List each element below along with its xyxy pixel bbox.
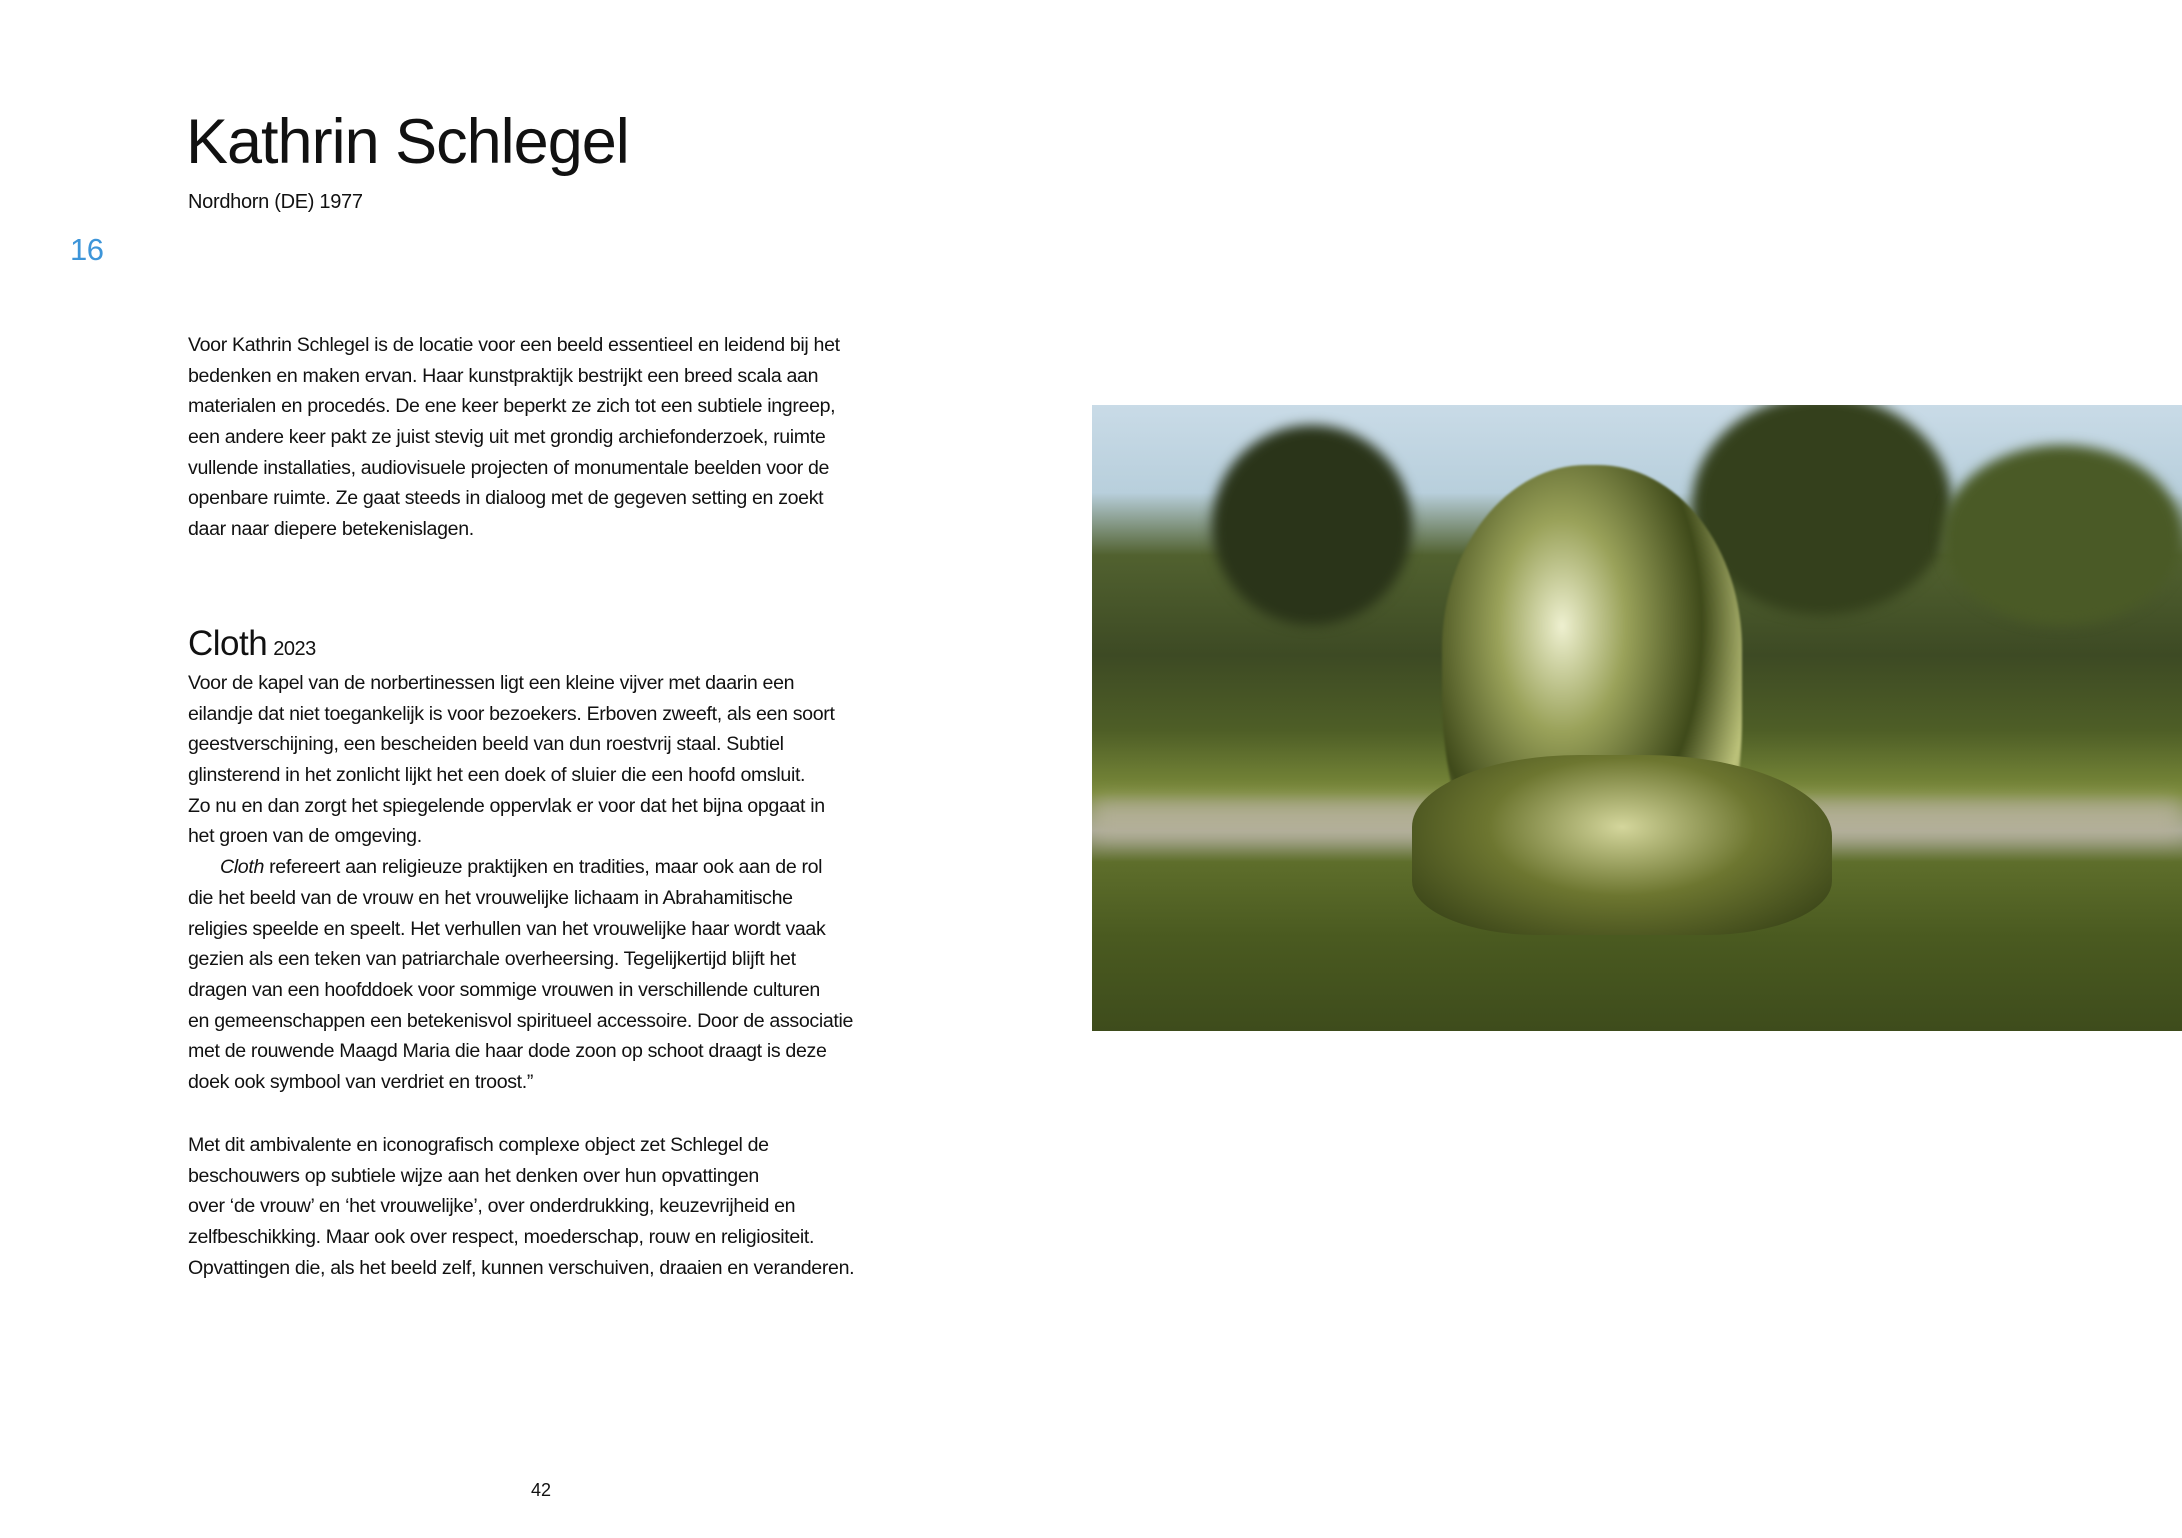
intro-paragraph <box>188 330 840 545</box>
sculpture-drape <box>1412 755 1832 935</box>
text-line: dragen van een hoofddoek voor sommige vrouwen in verschillende culturen <box>188 978 820 1001</box>
work-heading <box>188 624 316 664</box>
text-line: Voor Kathrin Schlegel is de locatie voor een beeld essentieel en leidend bij het <box>188 334 840 356</box>
work-description <box>188 668 853 1098</box>
text-line: glinsterend in het zonlicht lijkt het een doek of sluier die een hoofd omsluit. <box>188 764 806 787</box>
chapter-number: 16 <box>70 232 104 267</box>
text-line: materialen en procedés. De ene keer beperkt ze zich tot een subtiele ingreep, <box>188 395 836 418</box>
closing-paragraph <box>188 1130 854 1283</box>
text-line: vullende installaties, audiovisuele projecten of monumentale beelden voor de <box>188 456 830 479</box>
artist-name: Kathrin Schlegel <box>186 107 629 177</box>
artist-origin: Nordhorn (DE) 1977 <box>188 191 363 213</box>
text-line: zelfbeschikking. Maar ook over respect, moederschap, rouw en religiositeit. <box>188 1226 815 1249</box>
text-line: beschouwers op subtiele wijze aan het denken over hun opvattingen <box>188 1164 759 1187</box>
text-line: bedenken en maken ervan. Haar kunstpraktijk bestrijkt een breed scala aan <box>188 364 819 387</box>
page-number: 42 <box>531 1480 552 1500</box>
text-line: eilandje dat niet toegankelijk is voor bezoekers. Erboven zweeft, als een soort <box>188 702 835 725</box>
text-line: met de rouwende Maagd Maria die haar dode zoon op schoot draagt is deze <box>188 1040 827 1063</box>
text-line: religies speelde en speelt. Het verhullen van het vrouwelijke haar wordt vaak <box>188 917 826 940</box>
text-line: die het beeld van de vrouw en het vrouwelijke lichaam in Abrahamitische <box>188 886 793 909</box>
text-line: een andere keer pakt ze juist stevig uit met grondig archiefonderzoek, ruimte <box>188 426 826 449</box>
work-title-italic: Cloth <box>220 856 264 879</box>
text-span: refereert aan religieuze praktijken en tradities, maar ook aan de rol <box>264 856 823 879</box>
text-line: en gemeenschappen een betekenisvol spiritueel accessoire. Door de associatie <box>188 1009 854 1032</box>
tree-shape <box>1942 445 2182 625</box>
text-line: over ‘de vrouw’ en ‘het vrouwelijke’, over onderdrukking, keuzevrijheid en <box>188 1195 796 1218</box>
text-line: daar naar diepere betekenislagen. <box>188 518 474 541</box>
text-line: het groen van de omgeving. <box>188 825 422 848</box>
text-line: openbare ruimte. Ze gaat steeds in dialoog met de gegeven setting en zoekt <box>188 487 824 510</box>
work-year: 2023 <box>273 638 316 660</box>
text-line: Zo nu en dan zorgt het spiegelende oppervlak er voor dat het bijna opgaat in <box>188 794 825 817</box>
text-line: doek ook symbool van verdriet en troost.” <box>188 1070 534 1093</box>
work-title: Cloth <box>188 624 268 663</box>
text-line: Voor de kapel van de norbertinessen ligt een kleine vijver met daarin een <box>188 672 795 694</box>
text-line: gezien als een teken van patriarchale overheersing. Tegelijkertijd blijft het <box>188 948 796 971</box>
artwork-photo <box>1092 405 2182 1031</box>
text-line: Opvattingen die, als het beeld zelf, kunnen verschuiven, draaien en veranderen. <box>188 1256 855 1279</box>
tree-shape <box>1212 425 1412 625</box>
text-line: Met dit ambivalente en iconografisch complexe object zet Schlegel de <box>188 1134 769 1156</box>
text-line: geestverschijning, een bescheiden beeld van dun roestvrij staal. Subtiel <box>188 733 784 756</box>
text-line <box>188 852 853 883</box>
